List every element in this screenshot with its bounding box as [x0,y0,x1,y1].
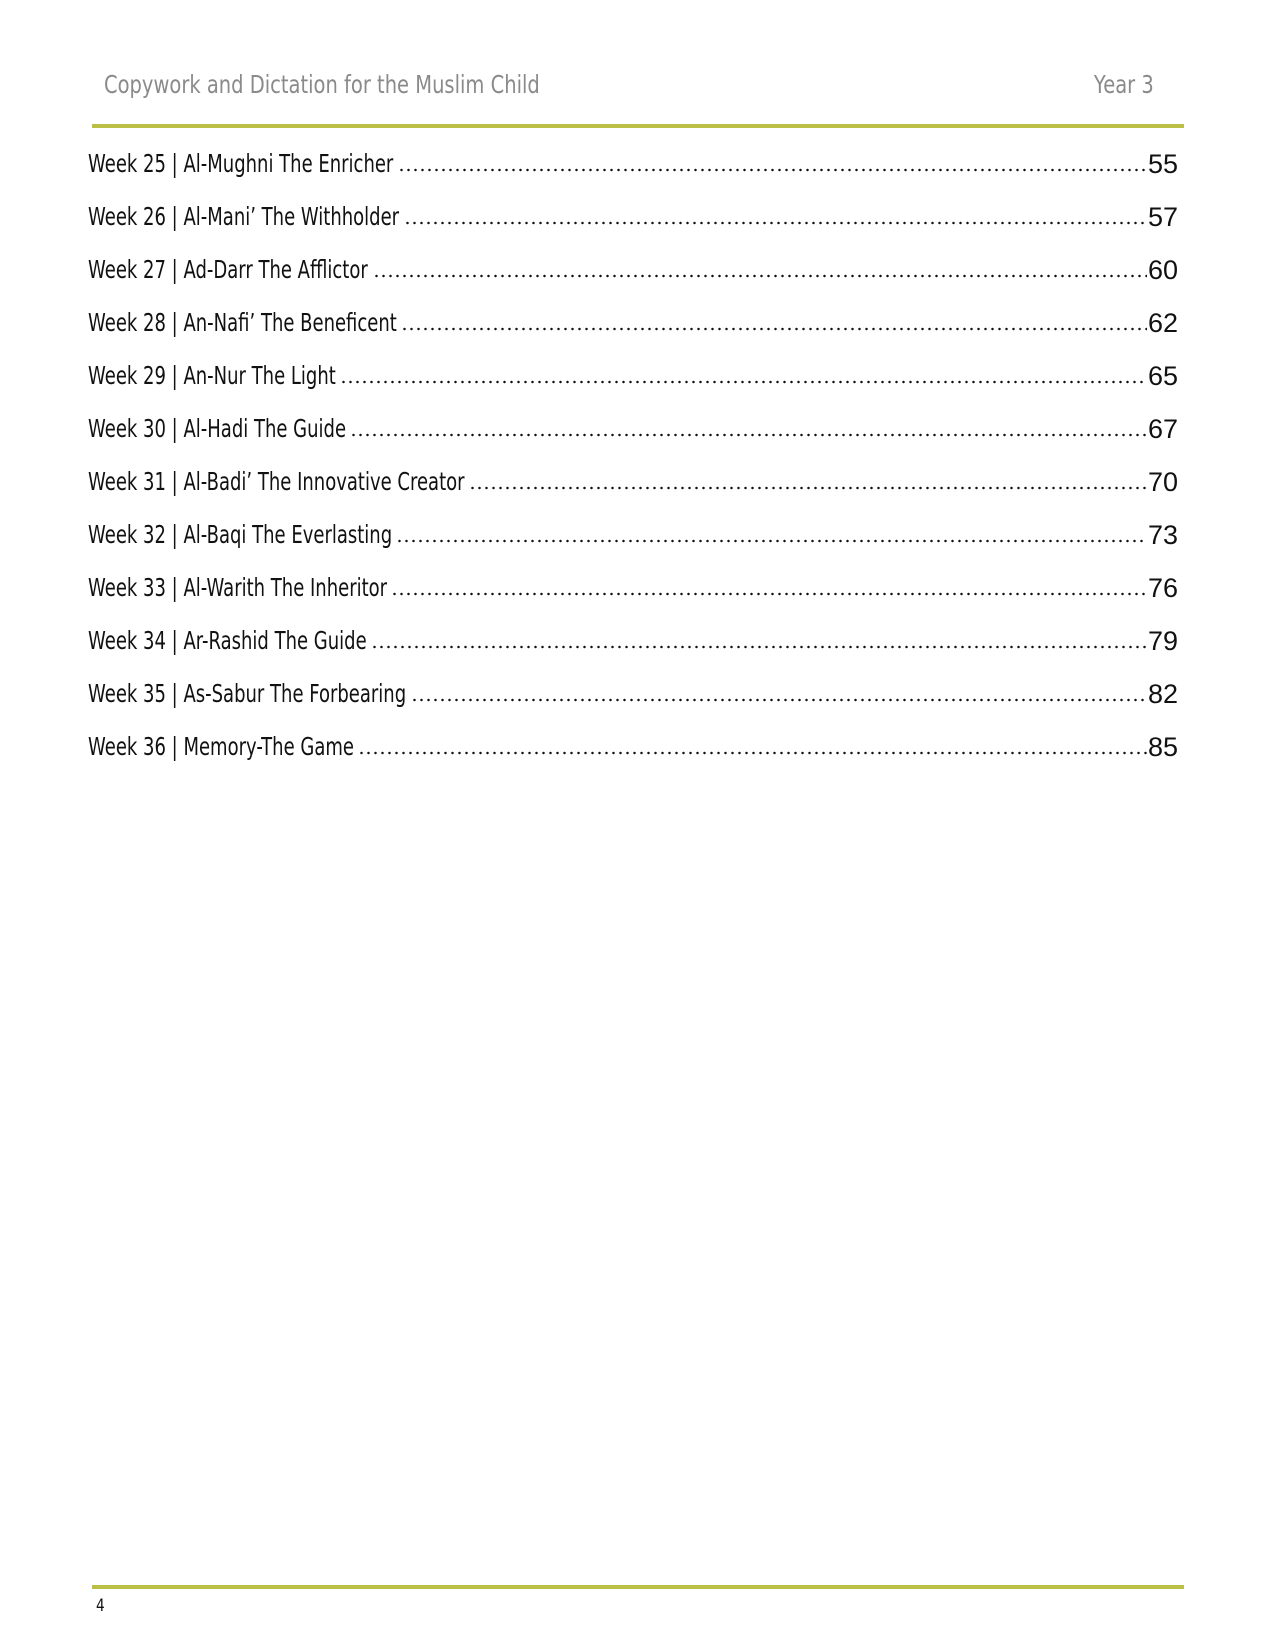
toc-entry-page: 65 [1147,361,1178,391]
toc-entry[interactable]: Week 32 | Al-Baqi The Everlasting 73 [88,520,1178,550]
toc-leader-dots [396,539,1147,543]
toc-entry-page: 67 [1147,414,1178,444]
toc-leader-dots [398,168,1147,172]
toc-leader-dots [340,380,1147,384]
toc-entry[interactable]: Week 31 | Al-Badi’ The Innovative Creator 70 [88,467,1178,497]
toc-entry-page: 79 [1147,626,1178,656]
book-title: Copywork and Dictation for the Muslim Child [104,70,540,99]
toc-leader-dots [350,433,1147,437]
year-label: Year 3 [1094,70,1154,99]
toc-leader-dots [411,698,1147,702]
toc-entry-page: 62 [1147,308,1178,338]
footer-rule [92,1585,1184,1589]
toc-leader-dots [358,751,1147,755]
toc-entry-page: 85 [1147,732,1178,762]
header-rule [92,124,1184,128]
toc-leader-dots [391,592,1147,596]
toc-leader-dots [371,645,1147,649]
toc-leader-dots [469,486,1147,490]
toc-entry-page: 73 [1147,520,1178,550]
toc-entry[interactable]: Week 26 | Al-Mani’ The Withholder 57 [88,202,1178,232]
toc-entry[interactable]: Week 34 | Ar-Rashid The Guide 79 [88,626,1178,656]
toc-entry-page: 57 [1147,202,1178,232]
toc-entry-page: 55 [1147,149,1178,179]
page-number: 4 [96,1596,105,1616]
page-header [104,70,1154,114]
toc-entry[interactable]: Week 36 | Memory-The Game 85 [88,732,1178,762]
toc-entry[interactable]: Week 27 | Ad-Darr The Afflictor 60 [88,255,1178,285]
table-of-contents [88,148,1178,784]
toc-entry-page: 82 [1147,679,1178,709]
toc-entry[interactable]: Week 29 | An-Nur The Light 65 [88,361,1178,391]
toc-entry-page: 70 [1147,467,1178,497]
toc-entry[interactable]: Week 35 | As-Sabur The Forbearing 82 [88,679,1178,709]
toc-entry-page: 76 [1147,573,1178,603]
toc-entry-page: 60 [1147,255,1178,285]
toc-leader-dots [373,274,1147,278]
toc-entry[interactable]: Week 30 | Al-Hadi The Guide 67 [88,414,1178,444]
toc-entry[interactable]: Week 33 | Al-Warith The Inheritor 76 [88,573,1178,603]
toc-leader-dots [404,221,1147,225]
toc-leader-dots [401,327,1147,331]
toc-entry[interactable]: Week 25 | Al-Mughni The Enricher 55 [88,149,1178,179]
toc-entry[interactable]: Week 28 | An-Nafi’ The Beneficent 62 [88,308,1178,338]
